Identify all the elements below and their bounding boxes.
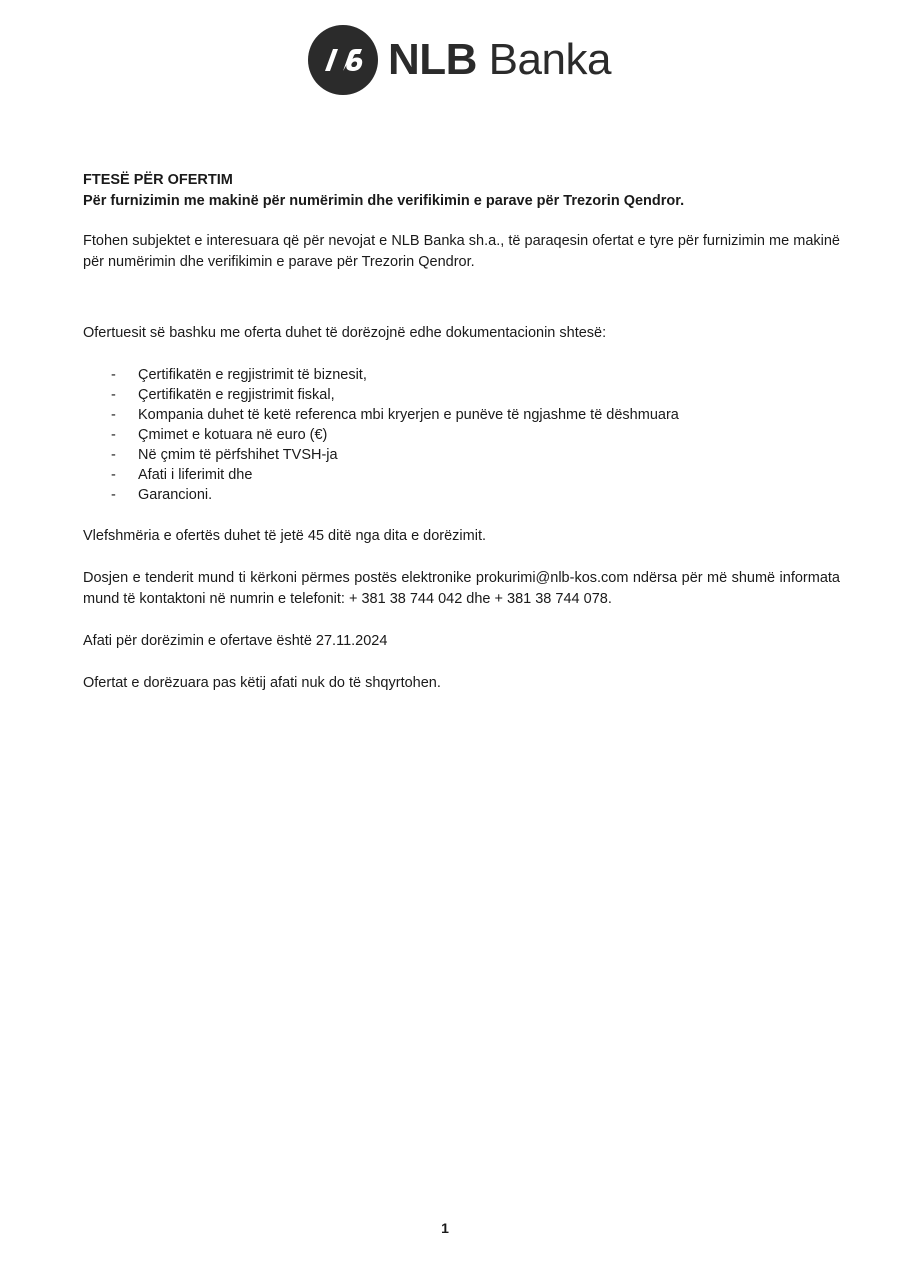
list-item [83, 385, 840, 405]
bullet-dash: - [111, 467, 116, 483]
list-item [83, 405, 840, 425]
requirement-text: Çertifikatën e regjistrimit fiskal, [138, 387, 335, 403]
requirement-text: Në çmim të përfshihet TVSH-ja [138, 447, 338, 463]
document-title: FTESË PËR OFERTIM [83, 172, 233, 188]
bullet-dash: - [111, 367, 116, 383]
requirement-text: Çmimet e kotuara në euro (€) [138, 427, 328, 443]
requirement-text: Garancioni. [138, 487, 213, 503]
requirement-text: Afati i liferimit dhe [138, 467, 253, 483]
contact-paragraph: Dosjen e tenderit mund ti kërkoni përmes postës elektronike prokurimi@nlb-kos.com ndërsa për më shumë informata mund të kontaktoni në numrin e telefonit: + 381 38 744 042 dhe + 381 38 744 078. [83, 570, 840, 607]
list-item [83, 465, 840, 485]
bullet-dash: - [111, 487, 116, 503]
deadline-paragraph: Afati për dorëzimin e ofertave është 27.11.2024 [83, 633, 388, 649]
nlb-logo-mark-icon [308, 25, 378, 95]
document-body [83, 170, 840, 694]
bullet-dash: - [111, 427, 116, 443]
nlb-banka-logo [308, 24, 611, 96]
document-subtitle: Për furnizimin me makinë për numërimin dhe verifikimin e parave për Trezorin Qendror. [83, 193, 685, 209]
list-item [83, 485, 840, 505]
logo-wordmark [388, 35, 611, 84]
list-item [83, 365, 840, 385]
list-item [83, 445, 840, 465]
logo-brand-light: Banka [488, 35, 611, 84]
validity-paragraph: Vlefshmëria e ofertës duhet të jetë 45 ditë nga dita e dorëzimit. [83, 528, 487, 544]
requirements-list [83, 365, 840, 505]
bullet-dash: - [111, 387, 116, 403]
page-number: 1 [441, 1220, 449, 1236]
logo-brand-bold: NLB [388, 35, 477, 84]
requirement-text: Kompania duhet të ketë referenca mbi kryerjen e punëve të ngjashme të dëshmuara [138, 407, 679, 423]
requirement-text: Çertifikatën e regjistrimit të biznesit, [138, 367, 367, 383]
bullet-dash: - [111, 407, 116, 423]
intro-paragraph: Ftohen subjektet e interesuara që për nevojat e NLB Banka sh.a., të paraqesin ofertat e tyre për furnizimin me makinë për numërimin dhe verifikimin e parave për Trezorin Qendror. [83, 233, 840, 270]
bullet-dash: - [111, 447, 116, 463]
docs-intro-paragraph: Ofertuesit së bashku me oferta duhet të dorëzojnë edhe dokumentacionin shtesë: [83, 325, 607, 341]
late-notice-paragraph: Ofertat e dorëzuara pas këtij afati nuk do të shqyrtohen. [83, 675, 441, 691]
list-item [83, 425, 840, 445]
